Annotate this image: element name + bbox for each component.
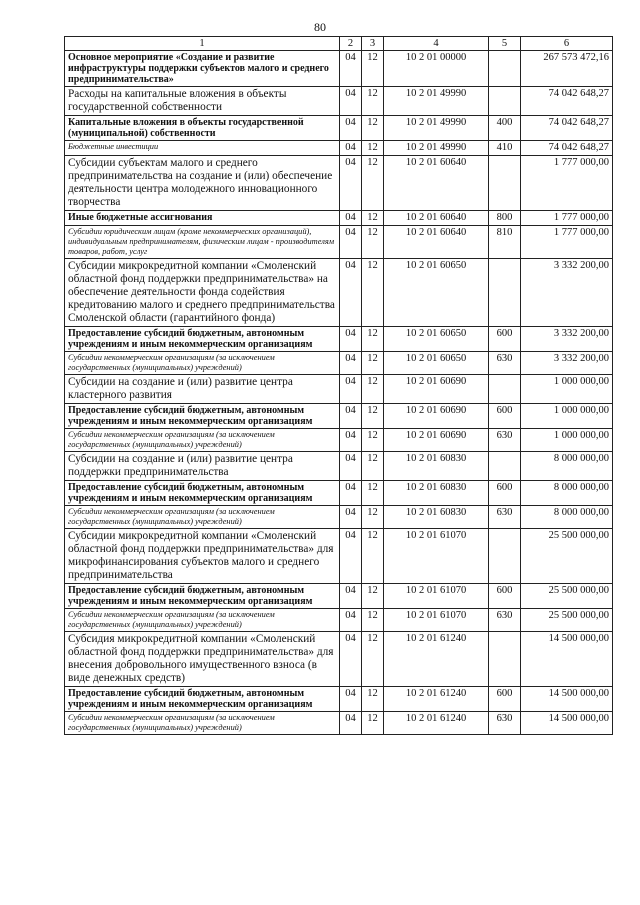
expense-type-cell bbox=[489, 452, 521, 481]
amount-cell: 25 500 000,00 bbox=[521, 584, 613, 609]
item-name-cell: Капитальные вложения в объекты государственной (муниципальной) собственности bbox=[65, 116, 340, 141]
section-code-cell: 04 bbox=[340, 429, 362, 452]
target-code-cell: 10 2 01 60640 bbox=[384, 226, 489, 259]
target-code-cell: 10 2 01 60640 bbox=[384, 211, 489, 226]
table-row bbox=[65, 632, 613, 687]
column-header-6: 6 bbox=[521, 37, 613, 51]
column-header-4: 4 bbox=[384, 37, 489, 51]
subsection-code-cell: 12 bbox=[362, 632, 384, 687]
section-code-cell: 04 bbox=[340, 712, 362, 735]
column-header-1: 1 bbox=[65, 37, 340, 51]
expense-type-cell: 600 bbox=[489, 481, 521, 506]
item-name-cell: Основное мероприятие «Создание и развитие инфраструктуры поддержки субъектов малого и среднего предпринимательства» bbox=[65, 51, 340, 87]
amount-cell: 8 000 000,00 bbox=[521, 452, 613, 481]
target-code-cell: 10 2 01 00000 bbox=[384, 51, 489, 87]
subsection-code-cell: 12 bbox=[362, 429, 384, 452]
amount-cell: 3 332 200,00 bbox=[521, 327, 613, 352]
item-name-cell: Субсидии юридическим лицам (кроме некоммерческих организаций), индивидуальным предпринимателям, физическим лицам - производителям товаров, работ, услуг bbox=[65, 226, 340, 259]
section-code-cell: 04 bbox=[340, 452, 362, 481]
section-code-cell: 04 bbox=[340, 226, 362, 259]
target-code-cell: 10 2 01 61070 bbox=[384, 529, 489, 584]
item-name-cell: Субсидии на создание и (или) развитие центра поддержки предпринимательства bbox=[65, 452, 340, 481]
table-row bbox=[65, 375, 613, 404]
target-code-cell: 10 2 01 61070 bbox=[384, 584, 489, 609]
item-name-cell: Бюджетные инвестиции bbox=[65, 141, 340, 156]
subsection-code-cell: 12 bbox=[362, 481, 384, 506]
section-code-cell: 04 bbox=[340, 404, 362, 429]
expense-type-cell: 600 bbox=[489, 404, 521, 429]
subsection-code-cell: 12 bbox=[362, 141, 384, 156]
item-name-cell: Предоставление субсидий бюджетным, автономным учреждениям и иным некоммерческим организациям bbox=[65, 584, 340, 609]
section-code-cell: 04 bbox=[340, 584, 362, 609]
item-name-cell: Предоставление субсидий бюджетным, автономным учреждениям и иным некоммерческим организациям bbox=[65, 481, 340, 506]
section-code-cell: 04 bbox=[340, 352, 362, 375]
expense-type-cell: 600 bbox=[489, 327, 521, 352]
table-row bbox=[65, 327, 613, 352]
subsection-code-cell: 12 bbox=[362, 226, 384, 259]
item-name-cell: Субсидии некоммерческим организациям (за исключением государственных (муниципальных) учреждений) bbox=[65, 429, 340, 452]
expense-type-cell: 400 bbox=[489, 116, 521, 141]
table-row bbox=[65, 429, 613, 452]
target-code-cell: 10 2 01 60690 bbox=[384, 404, 489, 429]
target-code-cell: 10 2 01 49990 bbox=[384, 141, 489, 156]
expense-type-cell: 410 bbox=[489, 141, 521, 156]
table-row bbox=[65, 609, 613, 632]
table-row bbox=[65, 687, 613, 712]
amount-cell: 14 500 000,00 bbox=[521, 687, 613, 712]
table-row bbox=[65, 211, 613, 226]
amount-cell: 3 332 200,00 bbox=[521, 352, 613, 375]
subsection-code-cell: 12 bbox=[362, 404, 384, 429]
subsection-code-cell: 12 bbox=[362, 584, 384, 609]
target-code-cell: 10 2 01 60690 bbox=[384, 375, 489, 404]
table-row bbox=[65, 452, 613, 481]
table-row bbox=[65, 116, 613, 141]
item-name-cell: Субсидии некоммерческим организациям (за исключением государственных (муниципальных) учреждений) bbox=[65, 712, 340, 735]
amount-cell: 74 042 648,27 bbox=[521, 116, 613, 141]
amount-cell: 25 500 000,00 bbox=[521, 529, 613, 584]
section-code-cell: 04 bbox=[340, 609, 362, 632]
table-row bbox=[65, 481, 613, 506]
expense-type-cell bbox=[489, 632, 521, 687]
target-code-cell: 10 2 01 60690 bbox=[384, 429, 489, 452]
amount-cell: 1 000 000,00 bbox=[521, 429, 613, 452]
expense-type-cell: 630 bbox=[489, 506, 521, 529]
expense-type-cell: 800 bbox=[489, 211, 521, 226]
expense-type-cell: 600 bbox=[489, 584, 521, 609]
column-header-3: 3 bbox=[362, 37, 384, 51]
amount-cell: 14 500 000,00 bbox=[521, 712, 613, 735]
column-header-5: 5 bbox=[489, 37, 521, 51]
section-code-cell: 04 bbox=[340, 141, 362, 156]
item-name-cell: Иные бюджетные ассигнования bbox=[65, 211, 340, 226]
amount-cell: 267 573 472,16 bbox=[521, 51, 613, 87]
expense-type-cell bbox=[489, 156, 521, 211]
amount-cell: 74 042 648,27 bbox=[521, 141, 613, 156]
table-header-row bbox=[65, 37, 613, 51]
subsection-code-cell: 12 bbox=[362, 712, 384, 735]
table-row bbox=[65, 529, 613, 584]
table-row bbox=[65, 352, 613, 375]
target-code-cell: 10 2 01 60830 bbox=[384, 506, 489, 529]
amount-cell: 1 777 000,00 bbox=[521, 156, 613, 211]
amount-cell: 3 332 200,00 bbox=[521, 259, 613, 327]
target-code-cell: 10 2 01 61240 bbox=[384, 632, 489, 687]
target-code-cell: 10 2 01 60650 bbox=[384, 352, 489, 375]
table-row bbox=[65, 259, 613, 327]
target-code-cell: 10 2 01 61070 bbox=[384, 609, 489, 632]
target-code-cell: 10 2 01 61240 bbox=[384, 712, 489, 735]
target-code-cell: 10 2 01 60830 bbox=[384, 452, 489, 481]
table-row bbox=[65, 506, 613, 529]
subsection-code-cell: 12 bbox=[362, 156, 384, 211]
subsection-code-cell: 12 bbox=[362, 529, 384, 584]
table-row bbox=[65, 156, 613, 211]
target-code-cell: 10 2 01 60650 bbox=[384, 259, 489, 327]
item-name-cell: Предоставление субсидий бюджетным, автономным учреждениям и иным некоммерческим организациям bbox=[65, 404, 340, 429]
section-code-cell: 04 bbox=[340, 211, 362, 226]
amount-cell: 14 500 000,00 bbox=[521, 632, 613, 687]
item-name-cell: Субсидии субъектам малого и среднего предпринимательства на создание и (или) обеспечение деятельности центра молодежного инновационного творчества bbox=[65, 156, 340, 211]
amount-cell: 8 000 000,00 bbox=[521, 481, 613, 506]
item-name-cell: Субсидии микрокредитной компании «Смоленский областной фонд поддержки предпринимательства» для микрофинансирования субъектов малого и среднего предпринимательства bbox=[65, 529, 340, 584]
table-row bbox=[65, 226, 613, 259]
expense-type-cell bbox=[489, 529, 521, 584]
section-code-cell: 04 bbox=[340, 259, 362, 327]
section-code-cell: 04 bbox=[340, 116, 362, 141]
item-name-cell: Предоставление субсидий бюджетным, автономным учреждениям и иным некоммерческим организациям bbox=[65, 687, 340, 712]
expense-type-cell bbox=[489, 87, 521, 116]
expense-type-cell: 810 bbox=[489, 226, 521, 259]
expense-type-cell bbox=[489, 51, 521, 87]
section-code-cell: 04 bbox=[340, 87, 362, 116]
expense-type-cell: 630 bbox=[489, 352, 521, 375]
expense-type-cell: 630 bbox=[489, 609, 521, 632]
target-code-cell: 10 2 01 61240 bbox=[384, 687, 489, 712]
section-code-cell: 04 bbox=[340, 375, 362, 404]
table-row bbox=[65, 141, 613, 156]
section-code-cell: 04 bbox=[340, 687, 362, 712]
item-name-cell: Субсидии некоммерческим организациям (за исключением государственных (муниципальных) учреждений) bbox=[65, 506, 340, 529]
amount-cell: 1 777 000,00 bbox=[521, 211, 613, 226]
amount-cell: 25 500 000,00 bbox=[521, 609, 613, 632]
item-name-cell: Субсидии на создание и (или) развитие центра кластерного развития bbox=[65, 375, 340, 404]
expense-type-cell: 630 bbox=[489, 712, 521, 735]
expense-type-cell: 600 bbox=[489, 687, 521, 712]
item-name-cell: Субсидии некоммерческим организациям (за исключением государственных (муниципальных) учреждений) bbox=[65, 609, 340, 632]
amount-cell: 74 042 648,27 bbox=[521, 87, 613, 116]
section-code-cell: 04 bbox=[340, 506, 362, 529]
subsection-code-cell: 12 bbox=[362, 259, 384, 327]
subsection-code-cell: 12 bbox=[362, 375, 384, 404]
section-code-cell: 04 bbox=[340, 632, 362, 687]
subsection-code-cell: 12 bbox=[362, 352, 384, 375]
section-code-cell: 04 bbox=[340, 156, 362, 211]
section-code-cell: 04 bbox=[340, 481, 362, 506]
amount-cell: 1 000 000,00 bbox=[521, 404, 613, 429]
subsection-code-cell: 12 bbox=[362, 609, 384, 632]
target-code-cell: 10 2 01 49990 bbox=[384, 116, 489, 141]
section-code-cell: 04 bbox=[340, 327, 362, 352]
item-name-cell: Субсидии микрокредитной компании «Смоленский областной фонд поддержки предпринимательства» на обеспечение деятельности фонда содействия кредитованию малого и среднего предпринимательства Смоленской области (гарантийного фонда) bbox=[65, 259, 340, 327]
subsection-code-cell: 12 bbox=[362, 116, 384, 141]
expense-type-cell bbox=[489, 259, 521, 327]
target-code-cell: 10 2 01 60640 bbox=[384, 156, 489, 211]
column-header-2: 2 bbox=[340, 37, 362, 51]
item-name-cell: Расходы на капитальные вложения в объекты государственной собственности bbox=[65, 87, 340, 116]
item-name-cell: Предоставление субсидий бюджетным, автономным учреждениям и иным некоммерческим организациям bbox=[65, 327, 340, 352]
subsection-code-cell: 12 bbox=[362, 211, 384, 226]
amount-cell: 1 000 000,00 bbox=[521, 375, 613, 404]
target-code-cell: 10 2 01 60830 bbox=[384, 481, 489, 506]
section-code-cell: 04 bbox=[340, 529, 362, 584]
table-row bbox=[65, 584, 613, 609]
budget-table-body bbox=[65, 37, 613, 735]
subsection-code-cell: 12 bbox=[362, 452, 384, 481]
expense-type-cell bbox=[489, 375, 521, 404]
subsection-code-cell: 12 bbox=[362, 687, 384, 712]
expense-type-cell: 630 bbox=[489, 429, 521, 452]
budget-table bbox=[64, 36, 613, 735]
item-name-cell: Субсидия микрокредитной компании «Смоленский областной фонд поддержки предпринимательства» для внесения добровольного имущественного взноса (в виде денежных средств) bbox=[65, 632, 340, 687]
amount-cell: 8 000 000,00 bbox=[521, 506, 613, 529]
target-code-cell: 10 2 01 49990 bbox=[384, 87, 489, 116]
table-row bbox=[65, 51, 613, 87]
table-row bbox=[65, 404, 613, 429]
page-number: 80 bbox=[314, 20, 326, 34]
subsection-code-cell: 12 bbox=[362, 51, 384, 87]
section-code-cell: 04 bbox=[340, 51, 362, 87]
target-code-cell: 10 2 01 60650 bbox=[384, 327, 489, 352]
table-row bbox=[65, 712, 613, 735]
item-name-cell: Субсидии некоммерческим организациям (за исключением государственных (муниципальных) учреждений) bbox=[65, 352, 340, 375]
table-row bbox=[65, 87, 613, 116]
subsection-code-cell: 12 bbox=[362, 87, 384, 116]
subsection-code-cell: 12 bbox=[362, 327, 384, 352]
amount-cell: 1 777 000,00 bbox=[521, 226, 613, 259]
subsection-code-cell: 12 bbox=[362, 506, 384, 529]
